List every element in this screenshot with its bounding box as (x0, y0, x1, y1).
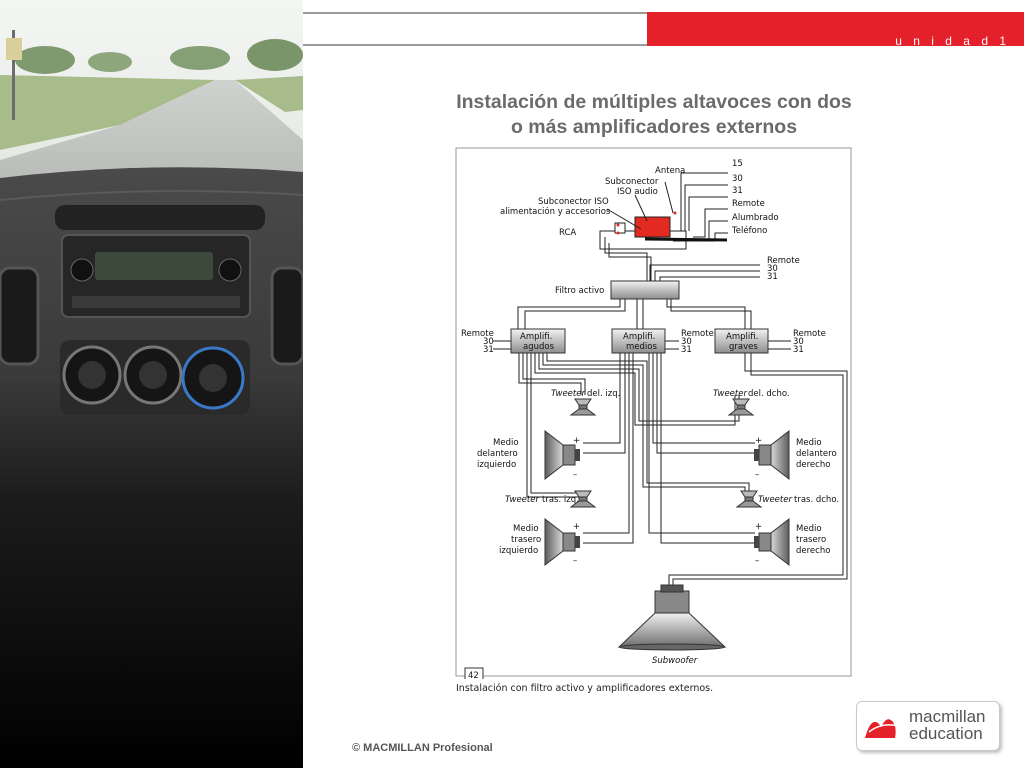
mid-front-left-minus: – (573, 470, 578, 480)
terminal-alumbrado: Alumbrado (732, 213, 779, 223)
mid-rear-left-plus: + (573, 522, 581, 532)
mid-front-right-label-3: derecho (796, 460, 831, 470)
label-antena: Antena (655, 166, 686, 176)
filter-31-label: 31 (767, 272, 778, 282)
copyright-text: © MACMILLAN Profesional (352, 742, 493, 754)
unit-label: u n i d a d 1 (895, 34, 1010, 48)
filter-remote-label: Remote (767, 256, 800, 266)
amp-medios-remote: Remote (681, 329, 714, 339)
terminal-30: 30 (732, 174, 743, 184)
amp-agudos-remote: Remote (461, 329, 494, 339)
mid-rear-left-label-1: Medio (513, 524, 539, 534)
mid-front-right-label-2: delantero (796, 449, 837, 459)
figure-caption: Instalación con filtro activo y amplificadores externos. (456, 683, 714, 694)
label-subconector-alim-1: Subconector ISO (538, 197, 609, 207)
mid-front-right-minus: – (755, 470, 760, 480)
mid-front-right-label-1: Medio (796, 438, 822, 448)
mid-rear-right-minus: – (755, 556, 760, 566)
tweeter-rear-right-label-2: tras. dcho. (794, 495, 840, 505)
label-rca: RCA (559, 228, 577, 238)
filter-30-label: 30 (767, 264, 778, 274)
tweeter-rear-left-label-2: tras. izq. (542, 495, 579, 505)
tweeter-front-left-label-2: del. izq. (587, 389, 621, 399)
terminal-31: 31 (732, 186, 743, 196)
amp-graves-remote: Remote (793, 329, 826, 339)
label-subconector-audio-2: ISO audio (617, 187, 658, 197)
macmillan-logo-text (909, 708, 986, 742)
tweeter-rear-right-label-1: Tweeter (758, 495, 792, 505)
subwoofer-label: Subwoofer (652, 656, 698, 666)
amp-medios-label-1: Amplifi. (623, 332, 656, 342)
header-red-bar (647, 12, 1024, 46)
mid-rear-right-label-3: derecho (796, 546, 831, 556)
mid-front-left-label-3: izquierdo (477, 460, 517, 470)
amp-agudos-31: 31 (483, 345, 494, 355)
amp-agudos-30: 30 (483, 337, 494, 347)
mid-rear-right-label-2: trasero (796, 535, 827, 545)
slide-title-line1: Instalación de múltiples altavoces con dos (456, 91, 852, 113)
mid-rear-left-label-2: trasero (511, 535, 542, 545)
logo-line1: macmillan (909, 707, 986, 726)
mid-rear-left-minus: – (573, 556, 578, 566)
filtro-activo-box (611, 281, 679, 299)
amp-medios-31: 31 (681, 345, 692, 355)
header-gray-line-top (303, 12, 647, 14)
terminal-telefono: Teléfono (732, 226, 768, 236)
macmillan-logo (856, 701, 1000, 751)
tweeter-rear-left-label-1: Tweeter (505, 495, 539, 505)
dashboard-photo (0, 0, 303, 768)
tweeter-front-right-label-1: Tweeter (713, 389, 747, 399)
label-subconector-alim-2: alimentación y accesorios (500, 207, 611, 217)
tweeter-front-right-label-2: del. dcho. (748, 389, 790, 399)
amp-graves-30: 30 (793, 337, 804, 347)
amp-agudos-label-1: Amplifi. (520, 332, 553, 342)
tweeter-front-left-label-1: Tweeter (551, 389, 585, 399)
mid-rear-right-label-1: Medio (796, 524, 822, 534)
amp-medios-label-2: medios (626, 342, 657, 352)
terminal-15: 15 (732, 159, 743, 169)
mid-front-left-label-1: Medio (493, 438, 519, 448)
macmillan-logo-icon (857, 702, 907, 750)
amp-medios-30: 30 (681, 337, 692, 347)
slide-title (420, 90, 888, 140)
header-gray-line-bottom (303, 44, 647, 46)
amp-graves-label-1: Amplifi. (726, 332, 759, 342)
slide-title-line2: o más amplificadores externos (510, 116, 798, 138)
figure-number: 42 (468, 671, 479, 679)
mid-front-left-plus: + (573, 436, 581, 446)
mid-rear-left-label-3: izquierdo (499, 546, 539, 556)
label-subconector-audio-1: Subconector (605, 177, 659, 187)
mid-front-left-label-2: delantero (477, 449, 518, 459)
mid-front-right-plus: + (755, 436, 763, 446)
amp-agudos-label-2: agudos (523, 342, 555, 352)
terminal-remote: Remote (732, 199, 765, 209)
wiring-diagram (455, 147, 855, 684)
logo-line2: education (909, 724, 983, 743)
amp-graves-label-2: graves (729, 342, 758, 352)
mid-rear-right-plus: + (755, 522, 763, 532)
label-filtro-activo: Filtro activo (555, 286, 605, 296)
amp-graves-31: 31 (793, 345, 804, 355)
